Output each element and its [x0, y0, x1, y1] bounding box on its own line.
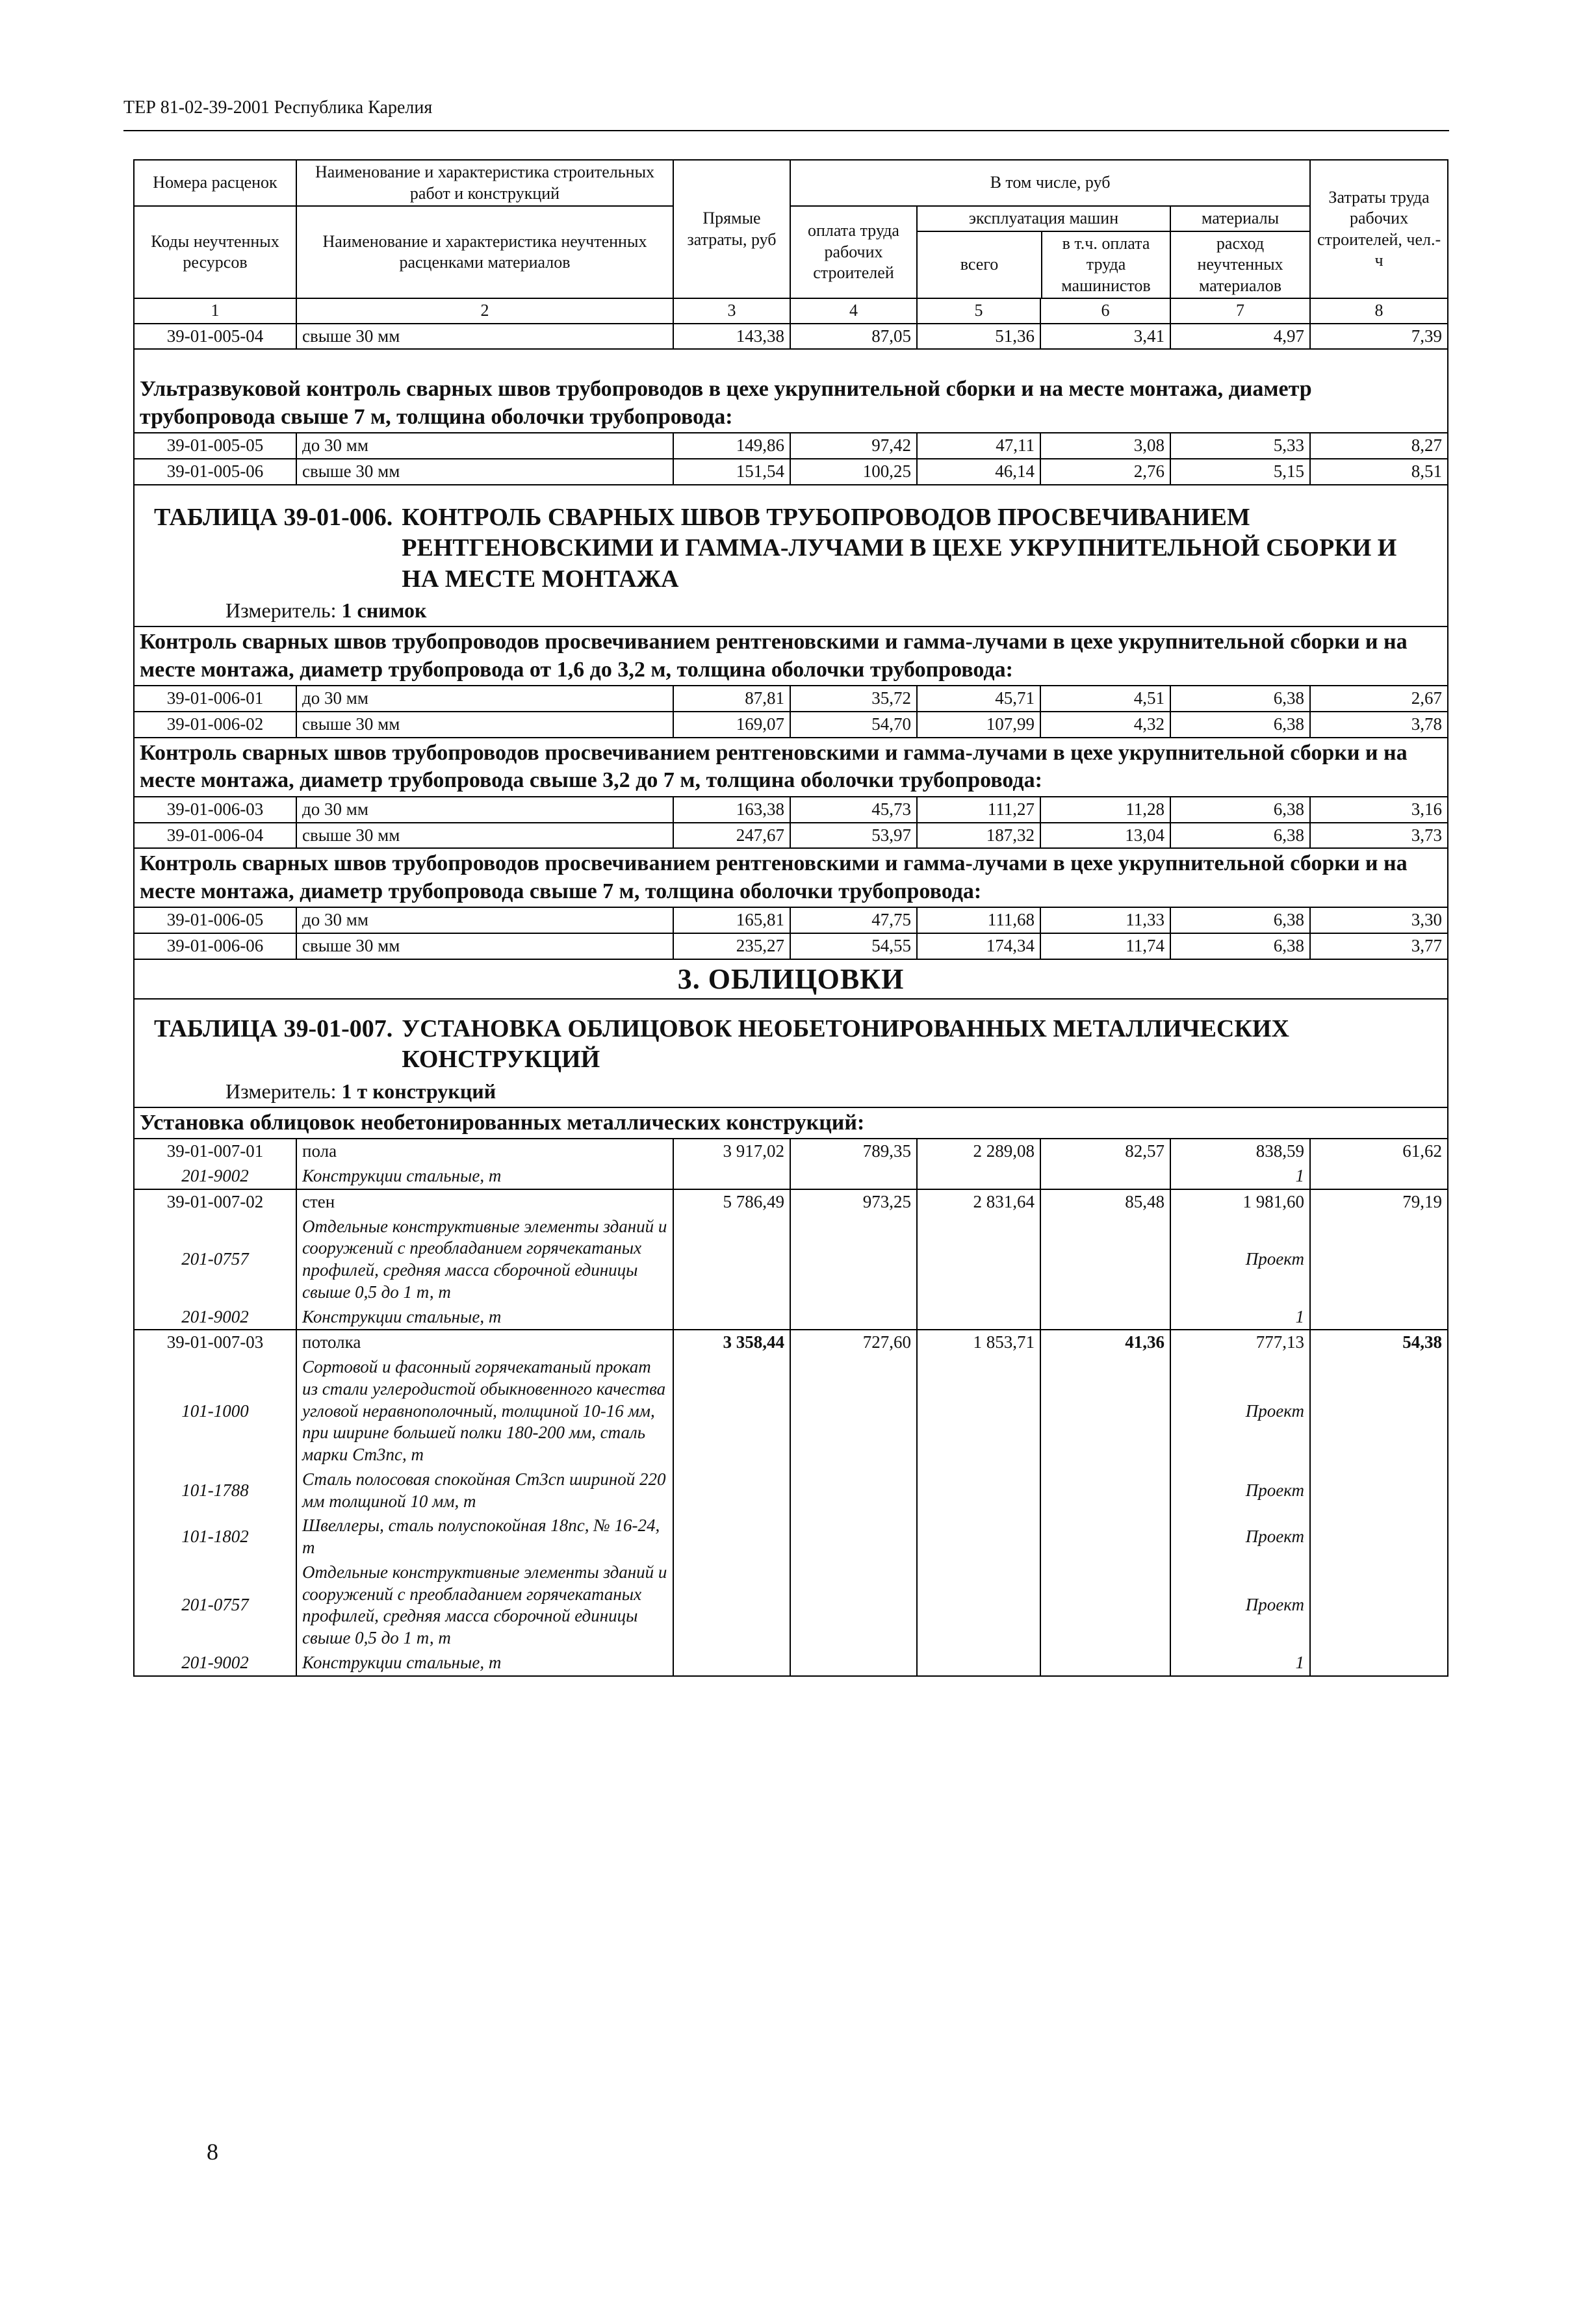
- machine-cost: 47,11: [917, 433, 1040, 459]
- table-row: [134, 823, 1448, 849]
- section-title: Контроль сварных швов трубопроводов просвечиванием рентгеновскими и гамма-лучами в цехе укрупнительной сборки и на месте монтажа, диаметр трубопровода свыше 7 м, толщина оболочки трубопровода:: [134, 848, 1448, 907]
- header-rule: [123, 130, 1449, 131]
- rate-name: свыше 30 мм: [296, 459, 673, 485]
- section-title-row: [134, 738, 1448, 797]
- section-title-row: [134, 349, 1448, 433]
- labor-cost: 97,42: [790, 433, 917, 459]
- table-row: [134, 1189, 1448, 1215]
- material-cost: 6,38: [1170, 797, 1310, 823]
- machinist-cost: 13,04: [1040, 823, 1170, 849]
- machine-cost: 111,27: [917, 797, 1040, 823]
- resource-qty: 1: [1170, 1305, 1310, 1330]
- machine-cost: 51,36: [917, 324, 1040, 350]
- material-cost: 6,38: [1170, 686, 1310, 712]
- rate-name: до 30 мм: [296, 433, 673, 459]
- machine-cost: 2 289,08: [917, 1139, 1040, 1164]
- material-cost: 6,38: [1170, 907, 1310, 933]
- table-heading-row: [134, 999, 1448, 1107]
- index-4: 4: [790, 298, 917, 324]
- index-3: 3: [673, 298, 790, 324]
- table-row: [134, 324, 1448, 350]
- labor-hours: 3,77: [1310, 933, 1448, 959]
- table-number: ТАБЛИЦА 39-01-006.: [154, 503, 393, 531]
- direct-cost: 143,38: [673, 324, 790, 350]
- resource-qty: Проект: [1170, 1215, 1310, 1305]
- machinist-cost: 3,41: [1040, 324, 1170, 350]
- resource-row: [134, 1305, 1448, 1330]
- rate-code: 39-01-006-03: [134, 797, 296, 823]
- resource-row: [134, 1164, 1448, 1189]
- table-row: [134, 1330, 1448, 1355]
- labor-hours: 8,27: [1310, 433, 1448, 459]
- section-title-row: [134, 848, 1448, 907]
- labor-hours: 79,19: [1310, 1189, 1448, 1215]
- resource-name: Отдельные конструктивные элементы зданий и сооружений с преобладанием горячекатаных профилей, средняя масса сборочной единицы свыше 0,5 до 1 т, т: [296, 1215, 673, 1305]
- resource-row: [134, 1560, 1448, 1651]
- direct-cost: 163,38: [673, 797, 790, 823]
- index-2: 2: [296, 298, 673, 324]
- measure-label: Измеритель:: [225, 1079, 337, 1103]
- col6-header: в т.ч. оплата труда машинистов: [1061, 233, 1151, 295]
- machinist-cost: 11,28: [1040, 797, 1170, 823]
- col2-bottom: Наименование и характеристика неучтенных расценками материалов: [296, 206, 673, 298]
- machinist-cost: 41,36: [1040, 1330, 1170, 1355]
- material-cost: 6,38: [1170, 933, 1310, 959]
- materials-header-cell: [1170, 206, 1310, 298]
- material-cost: 5,33: [1170, 433, 1310, 459]
- rate-code: 39-01-006-05: [134, 907, 296, 933]
- measure-value: 1 снимок: [341, 599, 427, 623]
- table-row: [134, 797, 1448, 823]
- rate-code: 39-01-006-01: [134, 686, 296, 712]
- table-name: УСТАНОВКА ОБЛИЦОВОК НЕОБЕТОНИРОВАННЫХ МЕТАЛЛИЧЕСКИХ КОНСТРУКЦИЙ: [402, 1014, 1289, 1074]
- rate-name: свыше 30 мм: [296, 324, 673, 350]
- direct-cost: 165,81: [673, 907, 790, 933]
- labor-cost: 54,55: [790, 933, 917, 959]
- rate-code: 39-01-007-01: [134, 1139, 296, 1164]
- labor-cost: 35,72: [790, 686, 917, 712]
- machinist-cost: 2,76: [1040, 459, 1170, 485]
- rate-name: свыше 30 мм: [296, 712, 673, 738]
- machine-cost: 107,99: [917, 712, 1040, 738]
- table-row: [134, 459, 1448, 485]
- table-heading: [134, 485, 1448, 627]
- machinist-cost: 85,48: [1040, 1189, 1170, 1215]
- col7-header: расход неучтенных материалов: [1197, 233, 1283, 295]
- index-8: 8: [1310, 298, 1448, 324]
- direct-cost: 87,81: [673, 686, 790, 712]
- resource-name: Сталь полосовая спокойная Ст3сп шириной 220 мм толщиной 10 мм, т: [296, 1467, 673, 1514]
- labor-cost: 973,25: [790, 1189, 917, 1215]
- machine-cost: 46,14: [917, 459, 1040, 485]
- resource-name: Швеллеры, сталь полуспокойная 18пс, № 16-24, т: [296, 1514, 673, 1560]
- table-number: ТАБЛИЦА 39-01-007.: [154, 1014, 393, 1042]
- direct-cost: 149,86: [673, 433, 790, 459]
- labor-hours: 3,30: [1310, 907, 1448, 933]
- resource-qty: Проект: [1170, 1355, 1310, 1467]
- rate-name: свыше 30 мм: [296, 933, 673, 959]
- labor-hours: 3,78: [1310, 712, 1448, 738]
- labor-cost: 727,60: [790, 1330, 917, 1355]
- labor-hours: 54,38: [1310, 1330, 1448, 1355]
- rate-code: 39-01-007-02: [134, 1189, 296, 1215]
- rate-code: 39-01-005-06: [134, 459, 296, 485]
- labor-cost: 54,70: [790, 712, 917, 738]
- material-cost: 6,38: [1170, 712, 1310, 738]
- materials-header: материалы: [1171, 207, 1309, 232]
- document-header: ТЕР 81-02-39-2001 Республика Карелия: [123, 97, 433, 118]
- index-6: 6: [1040, 298, 1170, 324]
- resource-code: 101-1802: [134, 1514, 296, 1560]
- index-5: 5: [917, 298, 1040, 324]
- machinist-cost: 4,51: [1040, 686, 1170, 712]
- machinist-cost: 11,74: [1040, 933, 1170, 959]
- rate-name: до 30 мм: [296, 686, 673, 712]
- rate-code: 39-01-006-06: [134, 933, 296, 959]
- material-cost: 5,15: [1170, 459, 1310, 485]
- resource-code: 201-0757: [134, 1215, 296, 1305]
- section-title: Ультразвуковой контроль сварных швов трубопроводов в цехе укрупнительной сборки и на месте монтажа, диаметр трубопровода свыше 7 м, толщина оболочки трубопровода:: [134, 349, 1448, 433]
- measure-value: 1 т конструкций: [341, 1079, 496, 1103]
- section-title-row: [134, 1107, 1448, 1139]
- rate-name: до 30 мм: [296, 797, 673, 823]
- material-cost: 838,59: [1170, 1139, 1310, 1164]
- labor-cost: 45,73: [790, 797, 917, 823]
- resource-row: [134, 1215, 1448, 1305]
- section-title: Контроль сварных швов трубопроводов просвечиванием рентгеновскими и гамма-лучами в цехе укрупнительной сборки и на месте монтажа, диаметр трубопровода от 1,6 до 3,2 м, толщина оболочки трубопровода:: [134, 626, 1448, 686]
- col8-header: Затраты труда рабочих строителей, чел.-ч: [1310, 160, 1448, 298]
- direct-cost: 5 786,49: [673, 1189, 790, 1215]
- resource-name: Конструкции стальные, т: [296, 1651, 673, 1676]
- table-row: [134, 686, 1448, 712]
- rates-table: [133, 159, 1448, 1677]
- table-row: [134, 933, 1448, 959]
- machinist-cost: 11,33: [1040, 907, 1170, 933]
- table-name: КОНТРОЛЬ СВАРНЫХ ШВОВ ТРУБОПРОВОДОВ ПРОСВЕЧИВАНИЕМ РЕНТГЕНОВСКИМИ И ГАММА-ЛУЧАМИ В ЦЕХЕ УКРУПНИТЕЛЬНОЙ СБОРКИ И НА МЕСТЕ МОНТАЖА: [402, 503, 1397, 593]
- labor-hours: 2,67: [1310, 686, 1448, 712]
- machinist-cost: 4,32: [1040, 712, 1170, 738]
- resource-code: 201-9002: [134, 1651, 296, 1676]
- part-title-row: [134, 959, 1448, 999]
- section-title-row: [134, 626, 1448, 686]
- labor-hours: 7,39: [1310, 324, 1448, 350]
- col2-top: Наименование и характеристика строительных работ и конструкций: [296, 160, 673, 206]
- direct-cost: 247,67: [673, 823, 790, 849]
- machinist-cost: 82,57: [1040, 1139, 1170, 1164]
- machine-cost: 2 831,64: [917, 1189, 1040, 1215]
- labor-hours: 3,16: [1310, 797, 1448, 823]
- rate-code: 39-01-006-02: [134, 712, 296, 738]
- section-title: Контроль сварных швов трубопроводов просвечиванием рентгеновскими и гамма-лучами в цехе укрупнительной сборки и на месте монтажа, диаметр трубопровода свыше 3,2 до 7 м, толщина оболочки трубопровода:: [134, 738, 1448, 797]
- machines-header-cell: [917, 206, 1170, 298]
- col5-header: всего: [918, 232, 1042, 298]
- resource-qty: Проект: [1170, 1467, 1310, 1514]
- resource-qty: 1: [1170, 1164, 1310, 1189]
- column-index-row: [134, 298, 1448, 324]
- machinist-cost: 3,08: [1040, 433, 1170, 459]
- machine-cost: 174,34: [917, 933, 1040, 959]
- direct-cost: 3 358,44: [673, 1330, 790, 1355]
- resource-name: Сортовой и фасонный горячекатаный прокат из стали углеродистой обыкновенного качества угловой неравнополочный, толщиной 10-16 мм, при ширине большей полки 180-200 мм, сталь марки Ст3пс, т: [296, 1355, 673, 1467]
- col1-top: Номера расценок: [134, 160, 296, 206]
- resource-code: 201-0757: [134, 1560, 296, 1651]
- table-heading: [134, 999, 1448, 1107]
- resource-qty: 1: [1170, 1651, 1310, 1676]
- machine-cost: 187,32: [917, 823, 1040, 849]
- labor-hours: 8,51: [1310, 459, 1448, 485]
- labor-hours: 3,73: [1310, 823, 1448, 849]
- rate-name: потолка: [296, 1330, 673, 1355]
- rate-code: 39-01-007-03: [134, 1330, 296, 1355]
- resource-name: Отдельные конструктивные элементы зданий и сооружений с преобладанием горячекатаных профилей, средняя масса сборочной единицы свыше 0,5 до 1 т, т: [296, 1560, 673, 1651]
- resource-code: 101-1788: [134, 1467, 296, 1514]
- header-row-1: [134, 160, 1448, 206]
- rate-name: до 30 мм: [296, 907, 673, 933]
- rate-code: 39-01-005-05: [134, 433, 296, 459]
- direct-cost: 3 917,02: [673, 1139, 790, 1164]
- resource-code: 201-9002: [134, 1305, 296, 1330]
- section-title: Установка облицовок необетонированных металлических конструкций:: [134, 1107, 1448, 1139]
- table-row: [134, 433, 1448, 459]
- rate-name: пола: [296, 1139, 673, 1164]
- machine-cost: 111,68: [917, 907, 1040, 933]
- rate-name: стен: [296, 1189, 673, 1215]
- col4-header: оплата труда рабочих строителей: [790, 206, 917, 298]
- resource-row: [134, 1467, 1448, 1514]
- resource-code: 101-1000: [134, 1355, 296, 1467]
- resource-qty: Проект: [1170, 1514, 1310, 1560]
- part-title: 3. ОБЛИЦОВКИ: [134, 959, 1448, 999]
- labor-cost: 100,25: [790, 459, 917, 485]
- table-heading-row: [134, 485, 1448, 627]
- direct-cost: 151,54: [673, 459, 790, 485]
- material-cost: 777,13: [1170, 1330, 1310, 1355]
- labor-cost: 87,05: [790, 324, 917, 350]
- table-row: [134, 1139, 1448, 1164]
- labor-cost: 789,35: [790, 1139, 917, 1164]
- labor-cost: 53,97: [790, 823, 917, 849]
- material-cost: 4,97: [1170, 324, 1310, 350]
- resource-name: Конструкции стальные, т: [296, 1305, 673, 1330]
- col3-header: Прямые затраты, руб: [673, 160, 790, 298]
- index-1: 1: [134, 298, 296, 324]
- group-header: В том числе, руб: [790, 160, 1310, 206]
- machine-cost: 45,71: [917, 686, 1040, 712]
- direct-cost: 169,07: [673, 712, 790, 738]
- header-row-2: [134, 206, 1448, 298]
- material-cost: 6,38: [1170, 823, 1310, 849]
- labor-cost: 47,75: [790, 907, 917, 933]
- labor-hours: 61,62: [1310, 1139, 1448, 1164]
- col1-bottom: Коды неучтенных ресурсов: [134, 206, 296, 298]
- resource-row: [134, 1651, 1448, 1676]
- resource-code: 201-9002: [134, 1164, 296, 1189]
- table-row: [134, 712, 1448, 738]
- page-number: 8: [207, 2139, 218, 2165]
- machines-header: эксплуатация машин: [918, 207, 1170, 232]
- rate-name: свыше 30 мм: [296, 823, 673, 849]
- material-cost: 1 981,60: [1170, 1189, 1310, 1215]
- measure-label: Измеритель:: [225, 599, 337, 623]
- rate-code: 39-01-006-04: [134, 823, 296, 849]
- resource-qty: Проект: [1170, 1560, 1310, 1651]
- resource-row: [134, 1355, 1448, 1467]
- machine-cost: 1 853,71: [917, 1330, 1040, 1355]
- resource-row: [134, 1514, 1448, 1560]
- table-row: [134, 907, 1448, 933]
- rate-code: 39-01-005-04: [134, 324, 296, 350]
- direct-cost: 235,27: [673, 933, 790, 959]
- resource-name: Конструкции стальные, т: [296, 1164, 673, 1189]
- index-7: 7: [1170, 298, 1310, 324]
